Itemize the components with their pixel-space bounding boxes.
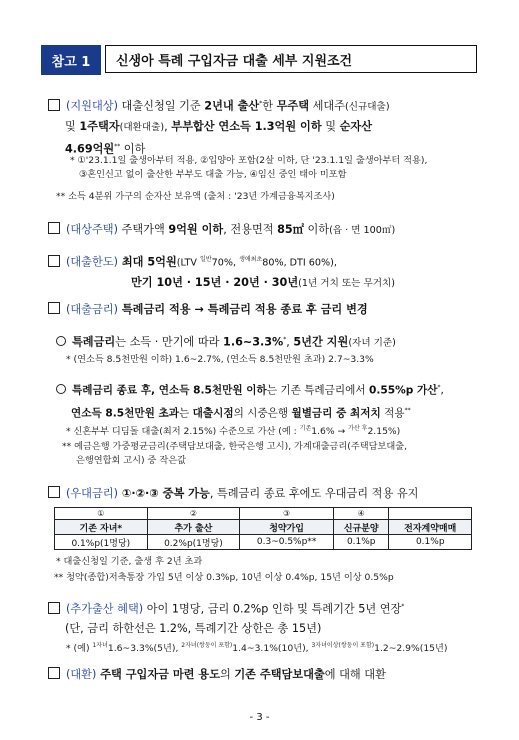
text: 및 (65, 119, 80, 133)
section-label: (지원대상) (66, 99, 118, 113)
section-label: (대환) (66, 668, 97, 681)
rate-note-1: * (연소득 8.5천만원 이하) 1.6~2.7%, (연소득 8.5천만원 초과) 2.7~3.3% (66, 354, 374, 365)
page-title: 신생아 특례 구입자금 대출 세부 지원조건 (105, 45, 477, 73)
title-bar (41, 45, 479, 75)
superscript: 생애최초 (239, 256, 263, 263)
text-bold: 대출시점 (192, 407, 234, 420)
text: 는 소득 · 만기에 따라 (115, 335, 224, 349)
section-rate (48, 300, 368, 319)
text: 는 (179, 407, 193, 420)
checkbox-icon (48, 99, 60, 111)
section-label: (대출금리) (66, 303, 118, 316)
text: 한 (262, 99, 277, 113)
checkbox-icon (48, 255, 60, 267)
text-small: (1년 거치 또는 무거치) (298, 277, 396, 289)
extra-note (66, 639, 447, 656)
section-pref (48, 484, 418, 503)
text: 의 (220, 668, 235, 681)
superscript: 일반 (200, 256, 212, 263)
text-small: (신규대출) (345, 101, 390, 113)
text: , (286, 335, 294, 349)
superscript: 3자녀이상(쌍둥이 포함) (311, 642, 375, 649)
text-bold: 주택 구입자금 마련 용도 (96, 668, 220, 681)
text-bold: 무주택 (276, 99, 310, 113)
target-note-2: ** 소득 4분위 가구의 순자산 보유액 (출처 : '23년 가계금융복지조사) (56, 191, 335, 202)
table-header: 청약가입 (240, 520, 334, 535)
text: , (440, 384, 444, 397)
note-text: * 신혼부부 디딤돌 대출(최저 2.15%) 수준으로 가산 (예 : (66, 426, 300, 438)
note-text: 1.6% → (311, 426, 349, 438)
text: , 특례금리 종료 후에도 우대금리 적용 유지 (209, 487, 419, 500)
text-bold: 특례금리 (72, 335, 116, 349)
bullet-icon (56, 336, 66, 346)
rate-bullet-2 (56, 378, 444, 423)
checkbox-icon (48, 302, 60, 314)
text-bold: 4.69억원 (65, 142, 115, 156)
text: 이하 (120, 142, 146, 156)
section-label: (대상주택) (66, 223, 118, 236)
table-cell (389, 508, 472, 520)
superscript: 1자녀 (92, 642, 108, 649)
text-bold: 1.6~3.3% (223, 335, 284, 349)
footnote-mark: * (259, 100, 263, 107)
section-label: (추가출산 혜택) (66, 602, 144, 616)
text-small: (LTV (176, 257, 201, 269)
table-cell: 0.1%p (333, 535, 389, 550)
text-bold: 만기 10년 · 15년 · 20년 · 30년 (131, 275, 299, 289)
footnote-mark: ** (114, 142, 121, 150)
note-line: * ①'23.1.1일 출생아부터 적용, ②입양아 포함(2살 이하, 단 '23.1.1일 출생아부터 적용), (70, 155, 428, 166)
text-small: 70%, (211, 257, 240, 269)
table-header: 신규분양 (333, 520, 389, 535)
text: 대출신청일 기준 (117, 99, 205, 113)
rate-bullet-1 (56, 330, 396, 353)
table-row (55, 520, 472, 535)
note-text: 1.2~2.9%(15년) (374, 643, 448, 655)
table-header: 추가 출산 (147, 520, 240, 535)
table-cell: 0.3~0.5%p** (240, 535, 334, 550)
section-refi (48, 665, 386, 684)
note-line: 은행연합회 고시) 중 작은값 (76, 455, 186, 466)
text-bold: 부부합산 연소득 1.3억원 이하 (171, 119, 322, 133)
table-header: 전자계약매매 (389, 520, 472, 535)
text: 에 대해 대환 (324, 668, 386, 681)
table-cell: 0.1%p (389, 535, 472, 550)
section-extra (48, 597, 404, 638)
footnote-mark: ** (404, 406, 411, 414)
page-number: - 3 - (249, 712, 270, 723)
section-label: (우대금리) (66, 487, 118, 500)
reference-badge: 참고 1 (41, 45, 101, 75)
text: 는 기존 특례금리에서 (266, 384, 369, 397)
text-bold: 2년내 출산 (204, 99, 260, 113)
note-line: ** 예금은행 가중평균금리(주택담보대출, 한국은행 고시), 가계대출금리(주택담보대출, (62, 441, 408, 452)
checkbox-icon (48, 667, 60, 679)
text: 주택가액 (117, 223, 169, 236)
table-cell: ④ (333, 508, 389, 520)
text-bold: 최대 5억원 (117, 255, 177, 269)
section-label: (대출한도) (66, 255, 118, 269)
rate-note-2 (66, 422, 400, 439)
table-cell: 0.2%p(1명당) (147, 535, 240, 550)
table-cell: ③ (240, 508, 334, 520)
text: 적용 (380, 407, 405, 420)
text-bold: 9억원 이하 (168, 223, 224, 236)
superscript: 2자녀(쌍둥이 포함) (181, 642, 233, 649)
target-note-1 (70, 154, 427, 182)
section-target (48, 94, 478, 158)
footnote-mark: * (437, 384, 441, 391)
text-bold: 월별금리 중 최저치 (291, 407, 381, 420)
table-cell: 0.1%p(1명당) (55, 535, 148, 550)
pref-note-1: * 대출신청일 기준, 출생 후 2년 초과 (56, 556, 203, 567)
superscript: 기존 (299, 425, 312, 432)
text-bold: 85㎡ (277, 223, 304, 236)
text: 아이 1명당, 금리 0.2%p 인하 및 특례기간 5년 연장 (143, 602, 402, 616)
table-cell: ① (55, 508, 148, 520)
text-small: (자녀 기준) (348, 337, 396, 349)
note-text: 2.15%) (367, 426, 401, 438)
table-header: 기존 자녀* (55, 520, 148, 535)
text-bold: 연소득 8.5천만원 초과 (71, 407, 180, 420)
text: (단, 금리 하한선은 1.2%, 특례기간 상한은 총 15년) (65, 621, 322, 635)
text-small: 80%, DTI 60%), (262, 257, 337, 269)
footnote-mark: * (283, 336, 287, 343)
text: 및 (321, 119, 340, 133)
table-cell: ② (147, 508, 240, 520)
note-text: * (예) (66, 643, 93, 655)
text: 세대주 (309, 99, 345, 113)
footnote-mark: * (401, 603, 405, 610)
rate-note-3 (62, 440, 407, 468)
text: , (164, 119, 172, 133)
checkbox-icon (48, 602, 60, 614)
text-small: (대환대출) (119, 121, 165, 133)
section-limit (48, 250, 395, 293)
table-row (55, 508, 472, 520)
text: 의 시중은행 (233, 407, 292, 420)
text-bold: 특례금리 적용 → 특례금리 적용 종료 후 금리 변경 (117, 303, 368, 316)
text-bold: 1주택자 (79, 119, 120, 133)
text-bold: 특례금리 종료 후, 연소득 8.5천만원 이하 (72, 384, 267, 397)
text-bold: 기존 주택담보대출 (234, 668, 325, 681)
text-bold: ①·②·③ 중복 가능 (117, 487, 210, 500)
note-text: 1.6~3.3%(5년), (107, 643, 182, 655)
discount-table (54, 507, 472, 550)
text-small: (읍 · 면 100㎡) (329, 225, 396, 236)
checkbox-icon (48, 486, 60, 498)
bullet-icon (56, 384, 66, 394)
note-text: 1.4~3.1%(10년), (232, 643, 312, 655)
superscript: 가산 후 (348, 425, 368, 432)
text: , 전용면적 (223, 223, 278, 236)
text-bold: 순자산 (339, 119, 373, 133)
text-bold: 0.55%p 가산 (368, 384, 438, 397)
text-bold: 5년간 지원 (293, 335, 349, 349)
checkbox-icon (48, 222, 60, 234)
note-line: ③혼인신고 없이 출산한 부부도 대출 가능, ④임신 중인 태아 미포함 (79, 169, 347, 180)
table-row (55, 535, 472, 550)
pref-note-2: ** 청약(종합)저축통장 가입 5년 이상 0.3%p, 10년 이상 0.4%p, 15년 이상 0.5%p (54, 572, 394, 583)
section-house (48, 220, 395, 240)
text: 이하 (303, 223, 330, 236)
